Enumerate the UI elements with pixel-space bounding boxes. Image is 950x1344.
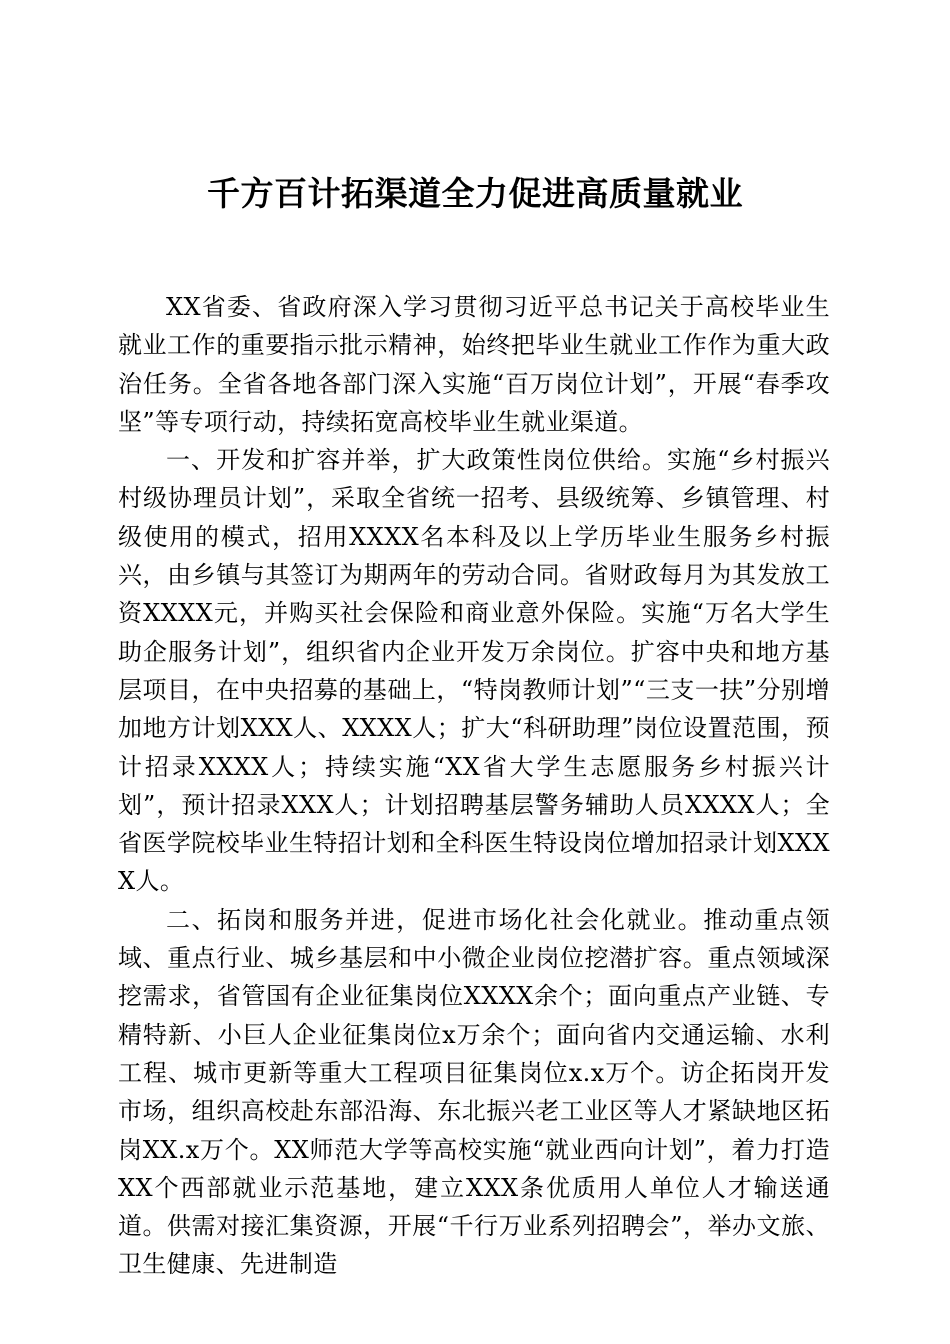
document-title: 千方百计拓渠道全力促进高质量就业	[207, 174, 743, 213]
paragraph-section-1: 一、开发和扩容并举，扩大政策性岗位供给。实施“乡村振兴村级协理员计划”，采取全省统一招考、县级统筹、乡镇管理、村级使用的模式，招用XXXX名本科及以上学历毕业生服务乡村振兴，由乡镇与其签订为期两年的劳动合同。省财政每月为其发放工资XXXX元，并购买社会保险和商业意外保险。实施“万名大学生助企服务计划”，组织省内企业开发万余岗位。扩容中央和地方基层项目，在中央招募的基础上，“特岗教师计划”“三支一扶”分别增加地方计划XXX人、XXXX人；扩大“科研助理”岗位设置范围，预计招录XXXX人；持续实施“XX省大学生志愿服务乡村振兴计划”，预计招录XXX人；计划招聘基层警务辅助人员XXXX人；全省医学院校毕业生特招计划和全科医生特设岗位增加招录计划XXXX人。	[118, 446, 830, 896]
document-body	[118, 288, 830, 1284]
paragraph-section-2: 二、拓岗和服务并进，促进市场化社会化就业。推动重点领域、重点行业、城乡基层和中小微企业岗位挖潜扩容。重点领域深挖需求，省管国有企业征集岗位XXXX余个；面向重点产业链、专精特新、小巨人企业征集岗位x万余个；面向省内交通运输、水利工程、城市更新等重大工程项目征集岗位x.x万个。访企拓岗开发市场，组织高校赴东部沿海、东北振兴老工业区等人才紧缺地区拓岗XX.x万个。XX师范大学等高校实施“就业西向计划”，着力打造XX个西部就业示范基地，建立XXX条优质用人单位人才输送通道。供需对接汇集资源，开展“千行万业系列招聘会”，举办文旅、卫生健康、先进制造	[118, 905, 830, 1279]
paragraph-intro: XX省委、省政府深入学习贯彻习近平总书记关于高校毕业生就业工作的重要指示批示精神，始终把毕业生就业工作作为重大政治任务。全省各地各部门深入实施“百万岗位计划”，开展“春季攻坚”等专项行动，持续拓宽高校毕业生就业渠道。	[118, 293, 830, 436]
